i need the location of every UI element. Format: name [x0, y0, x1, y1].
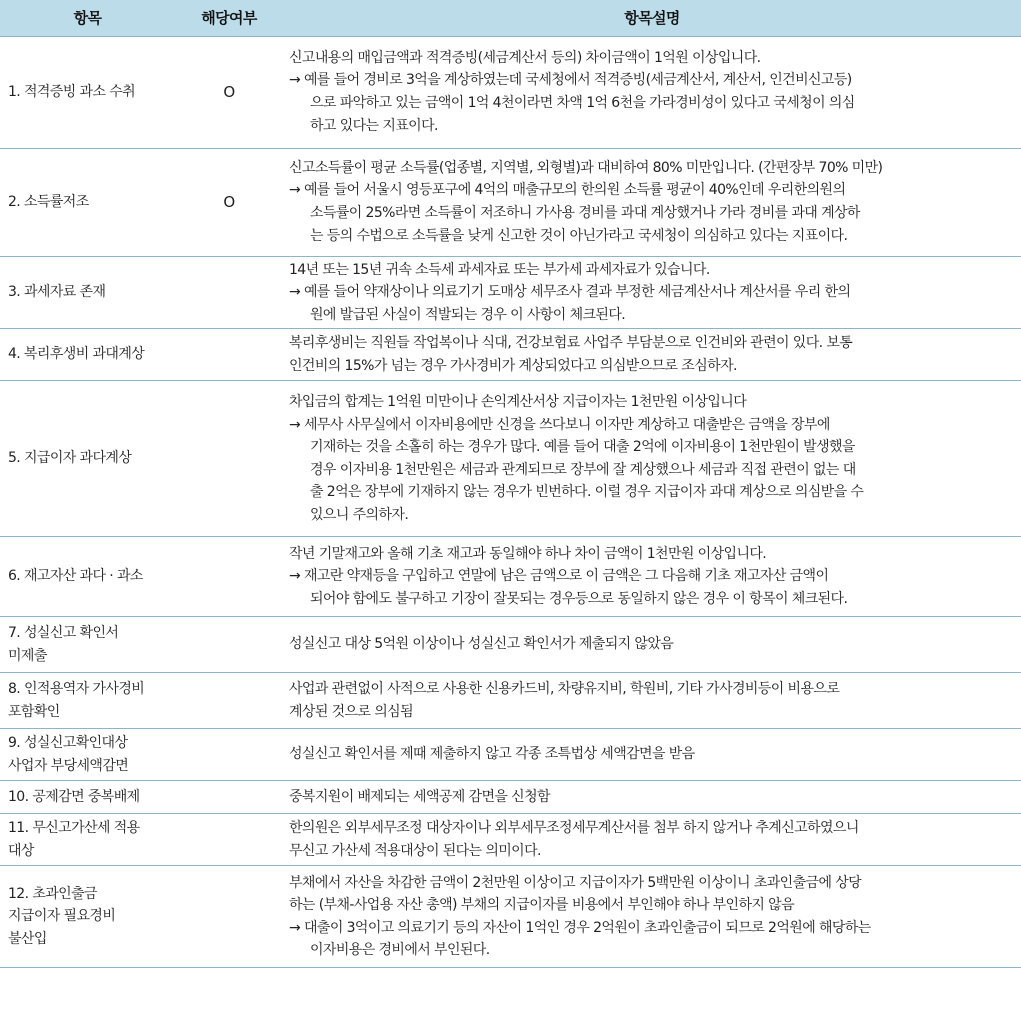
- description-line: 부채에서 자산을 차감한 금액이 2천만원 이상이고 지급이자가 5백만원 이상이니 초과인출금에 상당: [289, 874, 862, 891]
- table-row: [0, 729, 1021, 781]
- description-line: 경우 이자비용 1천만원은 세금과 관계되므로 장부에 잘 계상했으나 세금과 직접 관련이 없는 대: [310, 461, 856, 478]
- row-applicable-mark: O: [175, 148, 283, 256]
- description-line: 중복지원이 배제되는 세액공제 감면을 신청함: [289, 788, 550, 805]
- description-line: 복리후생비는 직원들 작업복이나 식대, 건강보험료 사업주 부담분으로 인건비와 관련이 있다. 보통: [289, 335, 853, 352]
- description-line: 하는 (부채-사업용 자산 총액) 부채의 지급이자를 비용에서 부인해야 하나 부인하지 않음: [289, 897, 795, 914]
- row-description: [283, 148, 1021, 256]
- description-line: → 대출이 3억이고 의료기기 등의 자산이 1억인 경우 2억원이 초과인출금이 되므로 2억원에 해당하는: [289, 919, 871, 936]
- description-line: 성실신고 확인서를 제때 제출하지 않고 각종 조특법상 세액감면을 받음: [289, 746, 695, 763]
- row-item-name: 10. 공제감면 중복배제: [0, 781, 175, 814]
- row-item-name: 12. 초과인출금 지급이자 필요경비 불산입: [0, 866, 175, 968]
- row-description: [283, 537, 1021, 617]
- table-row: [0, 673, 1021, 729]
- description-line: 되어야 함에도 불구하고 기장이 잘못되는 경우등으로 동일하지 않은 경우 이 항목이 체크된다.: [310, 591, 848, 608]
- row-description: [283, 673, 1021, 729]
- description-line: 소득률이 25%라면 소득률이 저조하니 가사용 경비를 과대 계상했거나 가라 경비를 과대 계상하: [310, 205, 860, 221]
- row-item-name: 3. 과세자료 존재: [0, 256, 175, 329]
- row-applicable-mark: [175, 329, 283, 381]
- table-row: [0, 866, 1021, 968]
- description-line: 성실신고 대상 5억원 이상이나 성실신고 확인서가 제출되지 않았음: [289, 636, 674, 653]
- table-row: [0, 537, 1021, 617]
- row-item-name: 2. 소득률저조: [0, 148, 175, 256]
- row-description: [283, 617, 1021, 673]
- description-line: → 예를 들어 서울시 영등포구에 4억의 매출규모의 한의원 소득률 평균이 40%인데 우리한의원의: [289, 182, 846, 199]
- row-applicable-mark: [175, 617, 283, 673]
- description-line: 사업과 관련없이 사적으로 사용한 신용카드비, 차량유지비, 학원비, 기타 가사경비등이 비용으로: [289, 681, 840, 698]
- row-description: [283, 814, 1021, 866]
- description-line: 출 2억은 장부에 기재하지 않는 경우가 빈번하다. 이럴 경우 지급이자 과대 계상으로 의심받을 수: [310, 484, 864, 501]
- row-item-name: 5. 지급이자 과다계상: [0, 381, 175, 537]
- description-line: → 예를 들어 경비로 3억을 계상하였는데 국세청에서 적격증빙(세금계산서, 계산서, 인건비신고등): [289, 72, 852, 89]
- header-description: 항목설명: [283, 0, 1021, 36]
- description-line: 한의원은 외부세무조정 대상자이나 외부세무조정세무계산서를 첨부 하지 않거나 추계신고하였으니: [289, 820, 859, 837]
- row-item-name: 6. 재고자산 과다 · 과소: [0, 537, 175, 617]
- table-row: [0, 814, 1021, 866]
- table-row: [0, 781, 1021, 814]
- table-body: [0, 36, 1021, 968]
- header-item: 항목: [0, 0, 175, 36]
- row-applicable-mark: [175, 781, 283, 814]
- description-line: 차입금의 합계는 1억원 미만이나 손익계산서상 지급이자는 1천만원 이상입니다: [289, 394, 747, 410]
- description-line: → 세무사 사무실에서 이자비용에만 신경을 쓰다보니 이자만 계상하고 대출받은 금액을 장부에: [289, 416, 830, 433]
- row-item-name: 4. 복리후생비 과대계상: [0, 329, 175, 381]
- description-line: 하고 있다는 지표이다.: [310, 117, 438, 134]
- row-item-name: 11. 무신고가산세 적용 대상: [0, 814, 175, 866]
- row-applicable-mark: [175, 537, 283, 617]
- description-line: 이자비용은 경비에서 부인된다.: [310, 942, 490, 959]
- description-line: 14년 또는 15년 귀속 소득세 과세자료 또는 부가세 과세자료가 있습니다.: [289, 261, 710, 278]
- description-line: 는 등의 수법으로 소득률을 낮게 신고한 것이 아닌가라고 국세청이 의심하고 있다는 지표이다.: [310, 227, 848, 244]
- table-header-row: [0, 0, 1021, 36]
- table-row: [0, 256, 1021, 329]
- header-applicable: 해당여부: [175, 0, 283, 36]
- description-line: → 예를 들어 약재상이나 의료기기 도매상 세무조사 결과 부정한 세금계산서나 계산서를 우리 한의: [289, 284, 851, 301]
- row-item-name: 7. 성실신고 확인서 미제출: [0, 617, 175, 673]
- table-row: [0, 617, 1021, 673]
- description-line: 인건비의 15%가 넘는 경우 가사경비가 계상되었다고 의심받으므로 조심하자.: [289, 357, 737, 374]
- row-description: [283, 729, 1021, 781]
- description-line: 무신고 가산세 적용대상이 된다는 의미이다.: [289, 842, 541, 859]
- description-line: 원에 발급된 사실이 적발되는 경우 이 사항이 체크된다.: [310, 306, 626, 323]
- row-description: [283, 329, 1021, 381]
- row-description: [283, 36, 1021, 148]
- row-description: [283, 256, 1021, 329]
- table-row: [0, 148, 1021, 256]
- description-line: 작년 기말재고와 올해 기초 재고과 동일해야 하나 차이 금액이 1천만원 이상입니다.: [289, 545, 767, 562]
- description-line: → 재고란 약재등을 구입하고 연말에 남은 금액으로 이 금액은 그 다음해 기초 재고자산 금액이: [289, 568, 829, 585]
- description-line: 으로 파악하고 있는 금액이 1억 4천이라면 차액 1억 6천을 가라경비성이 있다고 국세청이 의심: [310, 95, 855, 111]
- row-applicable-mark: [175, 256, 283, 329]
- row-item-name: 1. 적격증빙 과소 수취: [0, 36, 175, 148]
- description-line: 신고소득률이 평균 소득률(업종별, 지역별, 외형별)과 대비하여 80% 미만입니다. (간편장부 70% 미만): [289, 159, 883, 176]
- description-line: 신고내용의 매입금액과 적격증빙(세금계산서 등의) 차이금액이 1억원 이상입니다.: [289, 49, 761, 66]
- table-row: [0, 36, 1021, 148]
- description-line: 계상된 것으로 의심됨: [289, 703, 414, 720]
- row-applicable-mark: [175, 381, 283, 537]
- row-description: [283, 866, 1021, 968]
- row-applicable-mark: O: [175, 36, 283, 148]
- row-item-name: 8. 인적용역자 가사경비 포함확인: [0, 673, 175, 729]
- table-row: [0, 381, 1021, 537]
- description-line: 있으니 주의하자.: [310, 506, 409, 523]
- table-row: [0, 329, 1021, 381]
- row-applicable-mark: [175, 673, 283, 729]
- row-description: [283, 781, 1021, 814]
- row-applicable-mark: [175, 729, 283, 781]
- row-item-name: 9. 성실신고확인대상 사업자 부당세액감면: [0, 729, 175, 781]
- row-applicable-mark: [175, 866, 283, 968]
- row-description: [283, 381, 1021, 537]
- description-line: 기재하는 것을 소홀히 하는 경우가 많다. 예를 들어 대출 2억에 이자비용이 1천만원이 발생했을: [310, 439, 855, 456]
- row-applicable-mark: [175, 814, 283, 866]
